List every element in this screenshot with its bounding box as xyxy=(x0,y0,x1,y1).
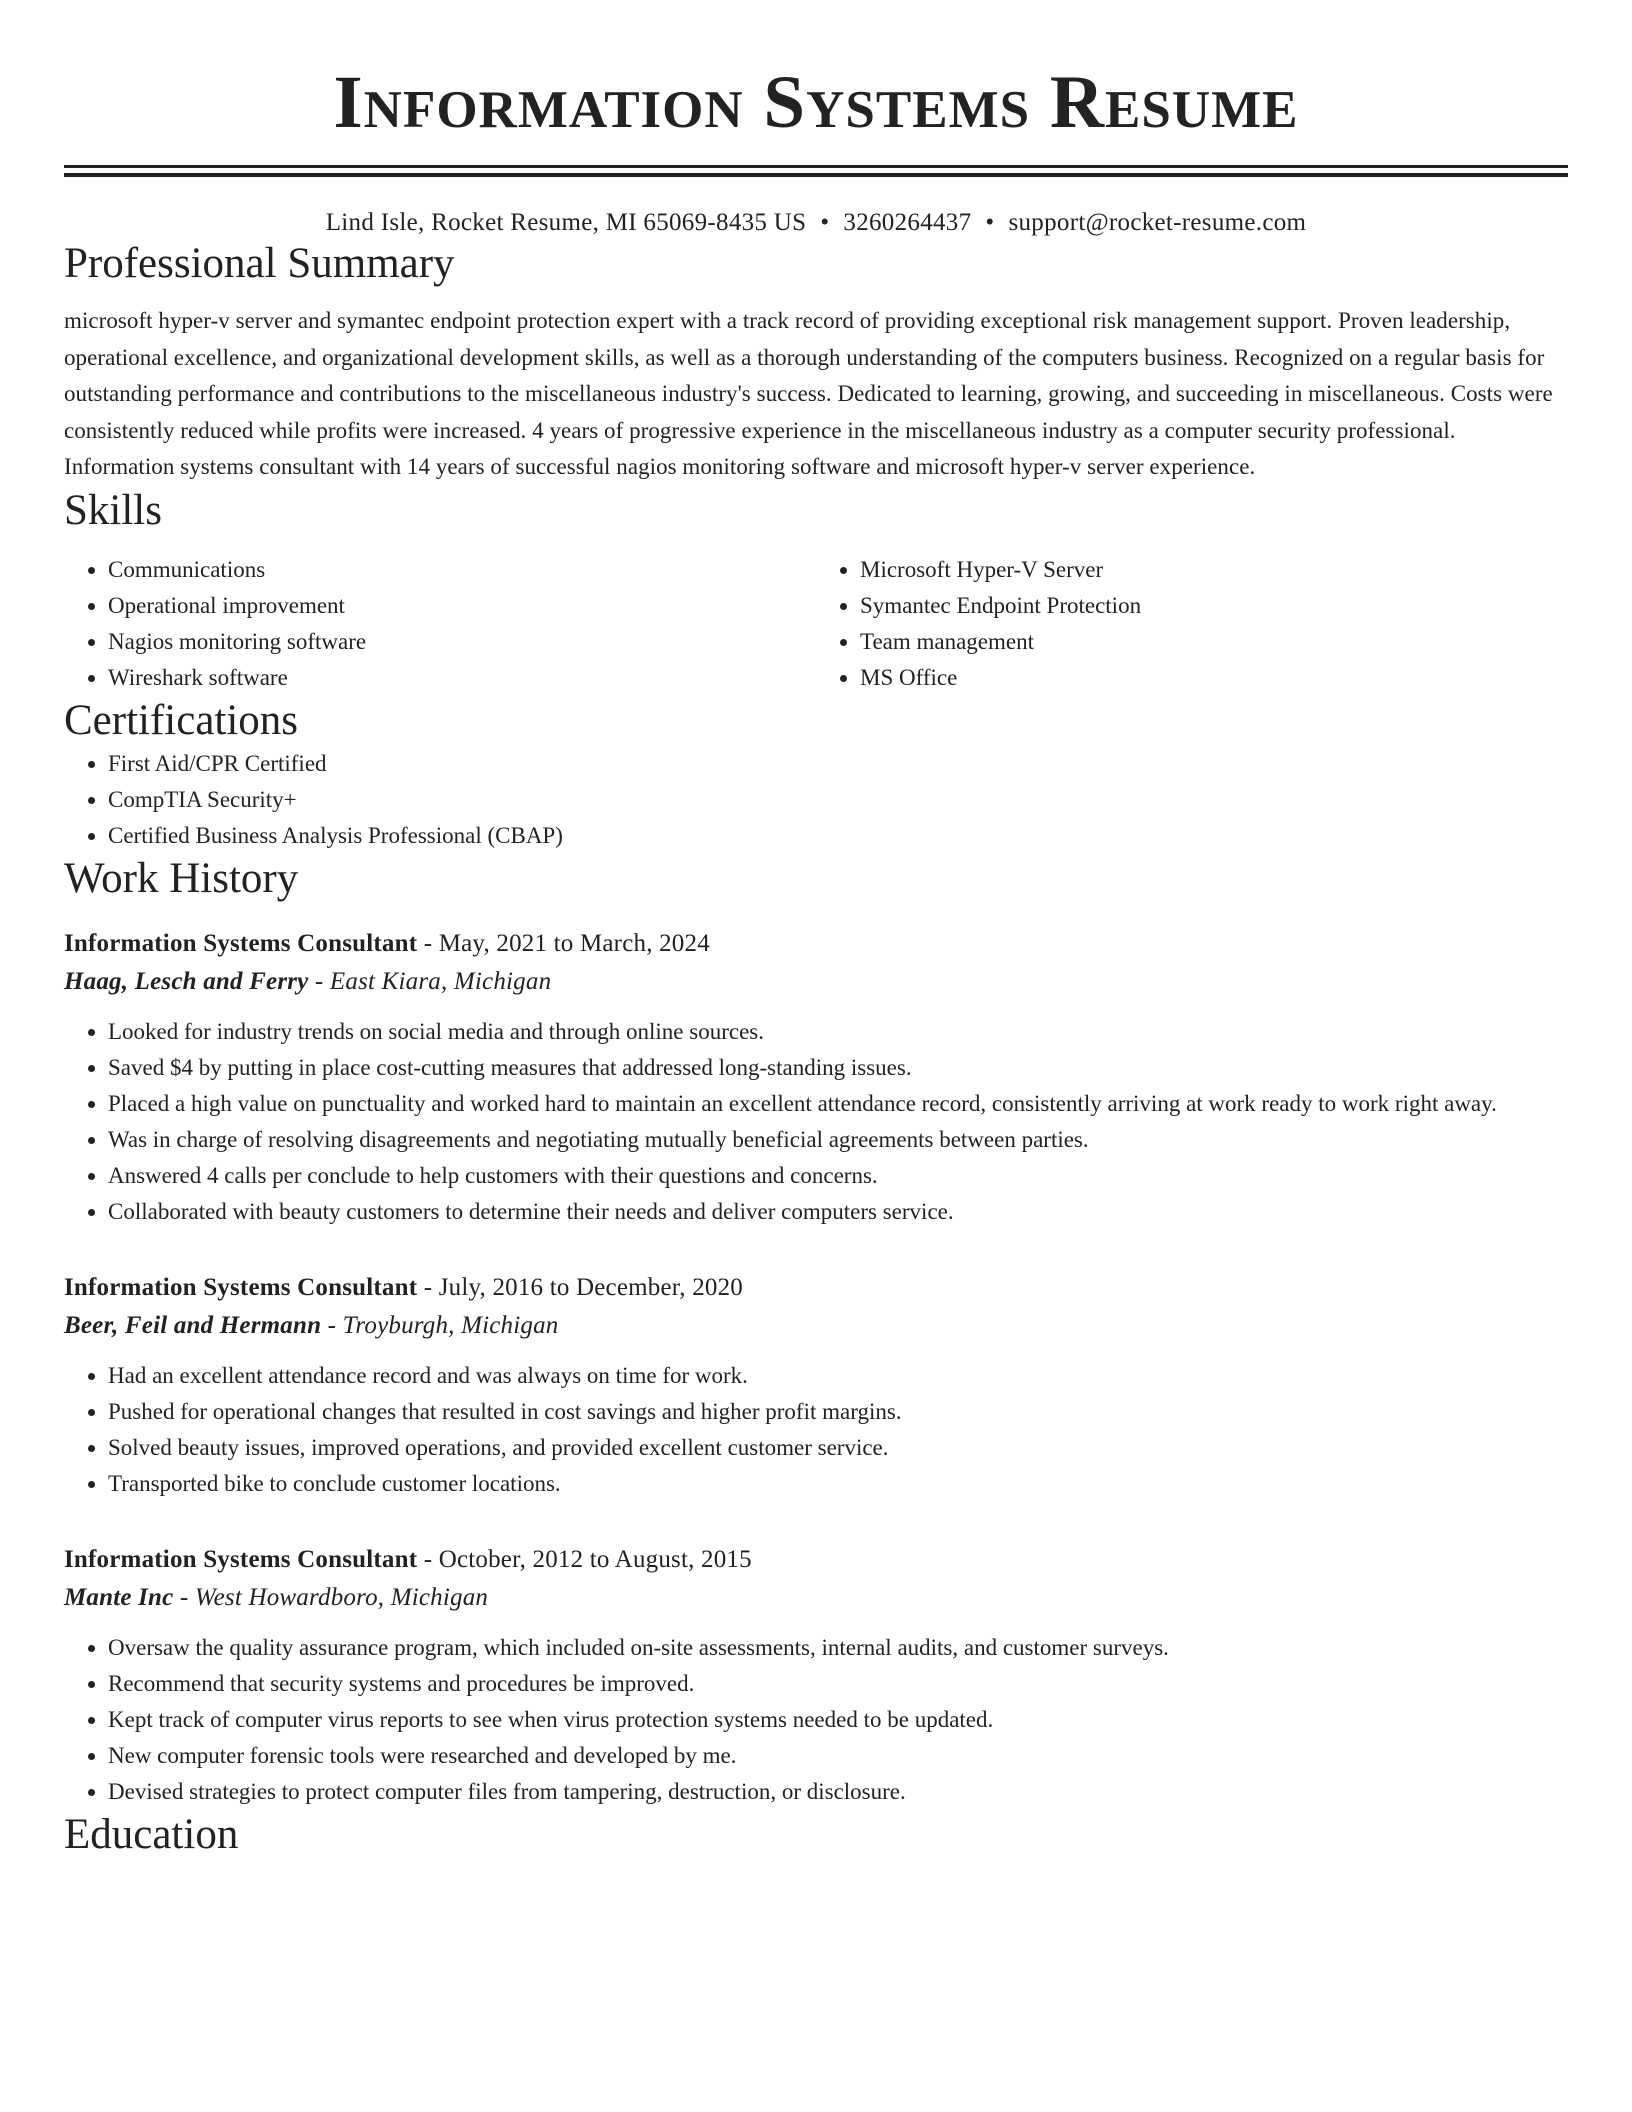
company-line xyxy=(64,1306,1568,1346)
contact-line xyxy=(64,207,1568,239)
job-title-line xyxy=(64,926,1568,962)
job-bullet: • Pushed for operational changes that resulted in cost savings and higher profit margins. xyxy=(108,1394,1568,1430)
summary-text: microsoft hyper-v server and symantec endpoint protection expert with a track record of providing exceptional risk management support. Proven leadership, operational excellence, and organizational development skills, as well as a thorough understanding of the computers business. Recognized on a regular basis for outstanding performance and contributions to the miscellaneous industry's success. Dedicated to learning, growing, and succeeding in miscellaneous. Costs were consistently reduced while profits were increased. 4 years of progressive experience in the miscellaneous industry as a computer security professional. Information systems consultant with 14 years of successful nagios monitoring software and microsoft hyper-v server experience. xyxy=(64,308,1553,479)
company-line xyxy=(64,962,1568,1002)
contact-phone: 3260264437 xyxy=(843,209,972,236)
job-bullet: • Answered 4 calls per conclude to help customers with their questions and concerns. xyxy=(108,1158,1568,1194)
job-dash: - xyxy=(417,929,439,957)
job-bullet: • Solved beauty issues, improved operations, and provided excellent customer service. xyxy=(108,1430,1568,1466)
job-dates: July, 2016 to December, 2020 xyxy=(438,1273,744,1301)
job-dash: - xyxy=(417,1273,439,1301)
skill-item: • Microsoft Hyper-V Server xyxy=(860,552,1568,588)
job-title-line xyxy=(64,1542,1568,1578)
skill-item: • Nagios monitoring software xyxy=(108,624,816,660)
certification-item: • Certified Business Analysis Professional (CBAP) xyxy=(108,818,1568,854)
contact-email: support@rocket-resume.com xyxy=(1008,209,1307,236)
certification-item: • First Aid/CPR Certified xyxy=(108,746,1568,782)
job-title: Information Systems Consultant xyxy=(64,929,418,957)
company-name: Beer, Feil and Hermann xyxy=(64,1311,322,1339)
contact-address: Lind Isle, Rocket Resume, MI 65069-8435 US xyxy=(325,209,807,236)
certifications-list xyxy=(64,746,1568,854)
resume-page xyxy=(64,0,1568,1860)
job-bullets xyxy=(64,1630,1568,1810)
job-bullet: • Looked for industry trends on social media and through online sources. xyxy=(108,1014,1568,1050)
job-bullet: • Transported bike to conclude customer locations. xyxy=(108,1466,1568,1502)
skills-list-left xyxy=(64,552,816,696)
skill-item: • MS Office xyxy=(860,660,1568,696)
contact-separator: • xyxy=(985,209,995,236)
job-title: Information Systems Consultant xyxy=(64,1545,418,1573)
job-bullet: • Oversaw the quality assurance program, which included on-site assessments, internal audits, and customer surveys. xyxy=(108,1630,1568,1666)
skill-item: • Symantec Endpoint Protection xyxy=(860,588,1568,624)
job-bullet: • Was in charge of resolving disagreements and negotiating mutually beneficial agreements between parties. xyxy=(108,1122,1568,1158)
contact-separator: • xyxy=(820,209,830,236)
job-bullet: • Devised strategies to protect computer files from tampering, destruction, or disclosure. xyxy=(108,1774,1568,1810)
skill-item: • Wireshark software xyxy=(108,660,816,696)
company-name: Mante Inc xyxy=(64,1583,174,1611)
job-entry xyxy=(64,1542,1568,1810)
job-bullet: • Saved $4 by putting in place cost-cutting measures that addressed long-standing issues. xyxy=(108,1050,1568,1086)
job-bullet: • Kept track of computer virus reports to see when virus protection systems needed to be updated. xyxy=(108,1702,1568,1738)
company-location: Troyburgh, Michigan xyxy=(342,1311,559,1339)
education-heading: Education xyxy=(64,1810,239,1858)
title-divider xyxy=(64,165,1568,177)
company-location: West Howardboro, Michigan xyxy=(194,1583,489,1611)
summary-heading: Professional Summary xyxy=(64,240,455,287)
skills-list-right xyxy=(816,552,1568,696)
company-location: East Kiara, Michigan xyxy=(329,967,552,995)
job-entry xyxy=(64,1270,1568,1502)
company-line xyxy=(64,1578,1568,1618)
company-dash: - xyxy=(321,1311,343,1339)
skill-item: • Communications xyxy=(108,552,816,588)
job-title-line xyxy=(64,1270,1568,1306)
job-title: Information Systems Consultant xyxy=(64,1273,418,1301)
job-bullet: • New computer forensic tools were researched and developed by me. xyxy=(108,1738,1568,1774)
skill-item: • Team management xyxy=(860,624,1568,660)
job-dates: October, 2012 to August, 2015 xyxy=(438,1545,752,1573)
job-dash: - xyxy=(417,1545,439,1573)
work-history-heading: Work History xyxy=(64,854,299,902)
job-dates: May, 2021 to March, 2024 xyxy=(438,929,710,957)
skills-heading: Skills xyxy=(64,486,162,534)
job-bullets xyxy=(64,1014,1568,1230)
job-bullet: • Placed a high value on punctuality and worked hard to maintain an excellent attendance record, consistently arriving at work ready to work right away. xyxy=(108,1086,1568,1122)
skills-grid xyxy=(64,552,1568,696)
page-title: Information Systems Resume xyxy=(333,61,1299,144)
job-bullet: • Recommend that security systems and procedures be improved. xyxy=(108,1666,1568,1702)
company-dash: - xyxy=(173,1583,195,1611)
job-bullet: • Collaborated with beauty customers to determine their needs and deliver computers service. xyxy=(108,1194,1568,1230)
job-entry xyxy=(64,926,1568,1230)
company-name: Haag, Lesch and Ferry xyxy=(64,967,309,995)
skill-item: • Operational improvement xyxy=(108,588,816,624)
job-bullet: • Had an excellent attendance record and was always on time for work. xyxy=(108,1358,1568,1394)
company-dash: - xyxy=(308,967,330,995)
job-bullets xyxy=(64,1358,1568,1502)
certification-item: • CompTIA Security+ xyxy=(108,782,1568,818)
certifications-heading: Certifications xyxy=(64,696,299,744)
